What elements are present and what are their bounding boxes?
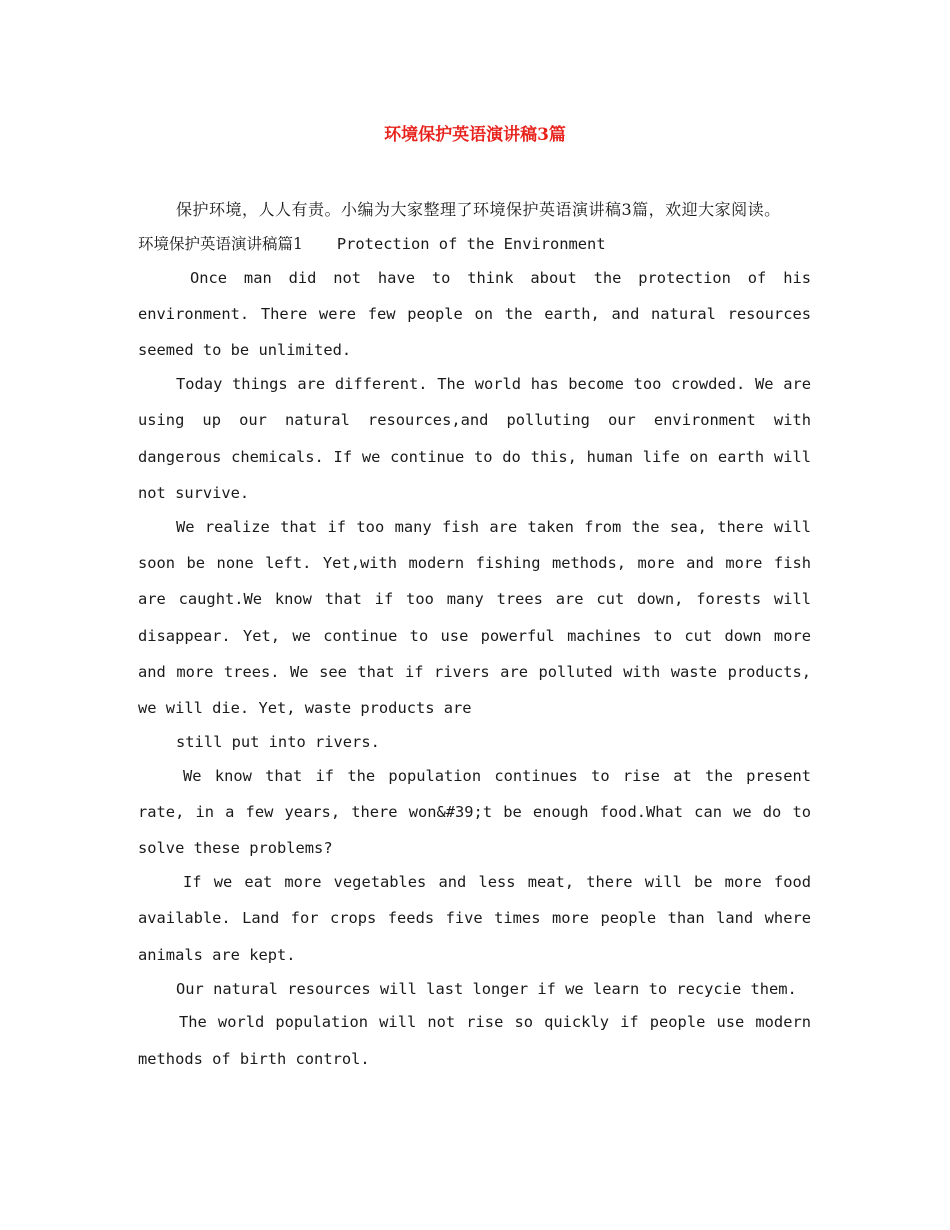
body-paragraph: We know that if the population continues to rise at the present rate, in a few years, there won&#39;t be enough food.What can we do to solve these problems?	[138, 766, 811, 858]
intro-paragraph: 保护环境，人人有责。小编为大家整理了环境保护英语演讲稿3篇，欢迎大家阅读。	[176, 200, 781, 219]
body-paragraph: We realize that if too many fish are taken from the sea, there will soon be none left. Yet,with modern fishing methods, more and more fish are caught.We know that if too many trees are cut down, forests will disappear. Yet, we continue to use powerful machines to cut down more and more trees. We see that if rivers are polluted with waste products, we will die. Yet, waste products are	[138, 517, 811, 718]
body-paragraph: still put into rivers.	[176, 732, 380, 751]
section-heading	[138, 226, 811, 262]
section-title-en: Protection of the Environment	[336, 234, 606, 253]
body-paragraph: The world population will not rise so quickly if people use modern methods of birth control.	[138, 1013, 811, 1068]
body-paragraph: If we eat more vegetables and less meat, there will be more food available. Land for crops feeds five times more people than land where animals are kept.	[138, 873, 811, 964]
section-label: 环境保护英语演讲稿篇1	[138, 234, 303, 253]
document-body	[138, 192, 811, 1074]
body-paragraph: Once man did not have to think about the protection of his environment. There were few people on the earth, and natural resources seemed to be unlimited.	[138, 268, 811, 360]
document-title: 环境保护英语演讲稿3篇	[384, 125, 566, 145]
body-paragraph: Our natural resources will last longer if we learn to recycie them.	[176, 979, 797, 998]
body-paragraph: Today things are different. The world has become too crowded. We are using up our natural resources,and polluting our environment with dangerous chemicals. If we continue to do this, human life on earth will not survive.	[138, 374, 811, 502]
